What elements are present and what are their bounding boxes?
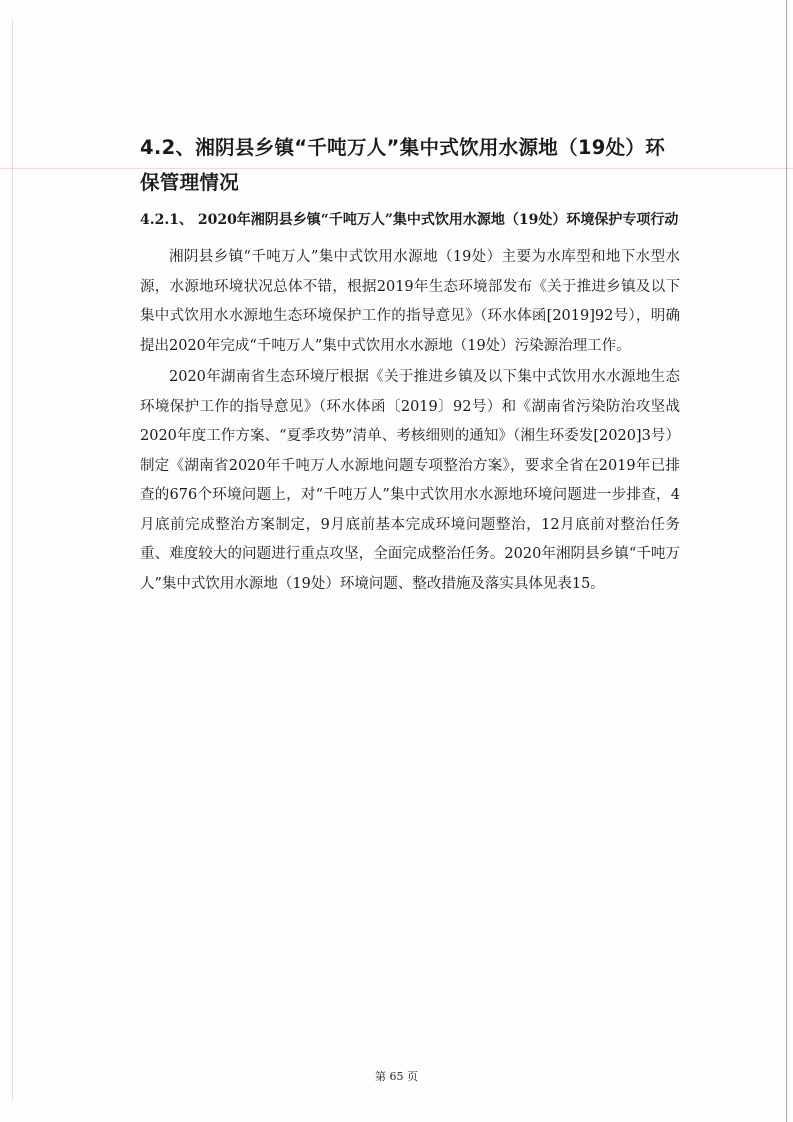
section-heading: 4.2、湘阴县乡镇“千吨万人”集中式饮用水源地（19处）环保管理情况 (140, 136, 666, 194)
page-content (140, 130, 680, 601)
subsection-heading: 4.2.1、 2020年湘阴县乡镇“千吨万人”集中式饮用水源地（19处）环境保护专项行动 (140, 212, 679, 228)
scan-artifact-left-edge (12, 20, 13, 1100)
page-number: 第 65 页 (375, 1070, 418, 1083)
body-paragraph-1: 湘阴县乡镇“千吨万人”集中式饮用水源地（19处）主要为水库型和地下水型水源，水源地环境状况总体不错，根据2019年生态环境部发布《关于推进乡镇及以下集中式饮用水水源地生态环境保护工作的指导意见》（环水体函[2019]92号），明确提出2020年完成“千吨万人”集中式饮用水水源地（19处）污染源治理工作。 (140, 249, 680, 354)
scan-artifact-right-edge (786, 0, 787, 1122)
body-paragraph-2: 2020年湖南省生态环境厅根据《关于推进乡镇及以下集中式饮用水水源地生态环境保护工作的指导意见》（环水体函〔2019〕92号）和《湖南省污染防治攻坚战2020年度工作方案、“夏季攻势”清单、考核细则的通知》（湘生环委发[2020]3号）制定《湖南省2020年千吨万人水源地问题专项整治方案》，要求全省在2019年已排查的676个环境问题上，对“千吨万人”集中式饮用水水源地环境问题进一步排查，4月底前完成整治方案制定，9月底前基本完成环境问题整治，12月底前对整治任务重、难度较大的问题进行重点攻坚，全面完成整治任务。2020年湘阴县乡镇“千吨万人”集中式饮用水源地（19处）环境问题、整改措施及落实具体见表15。 (140, 369, 680, 592)
